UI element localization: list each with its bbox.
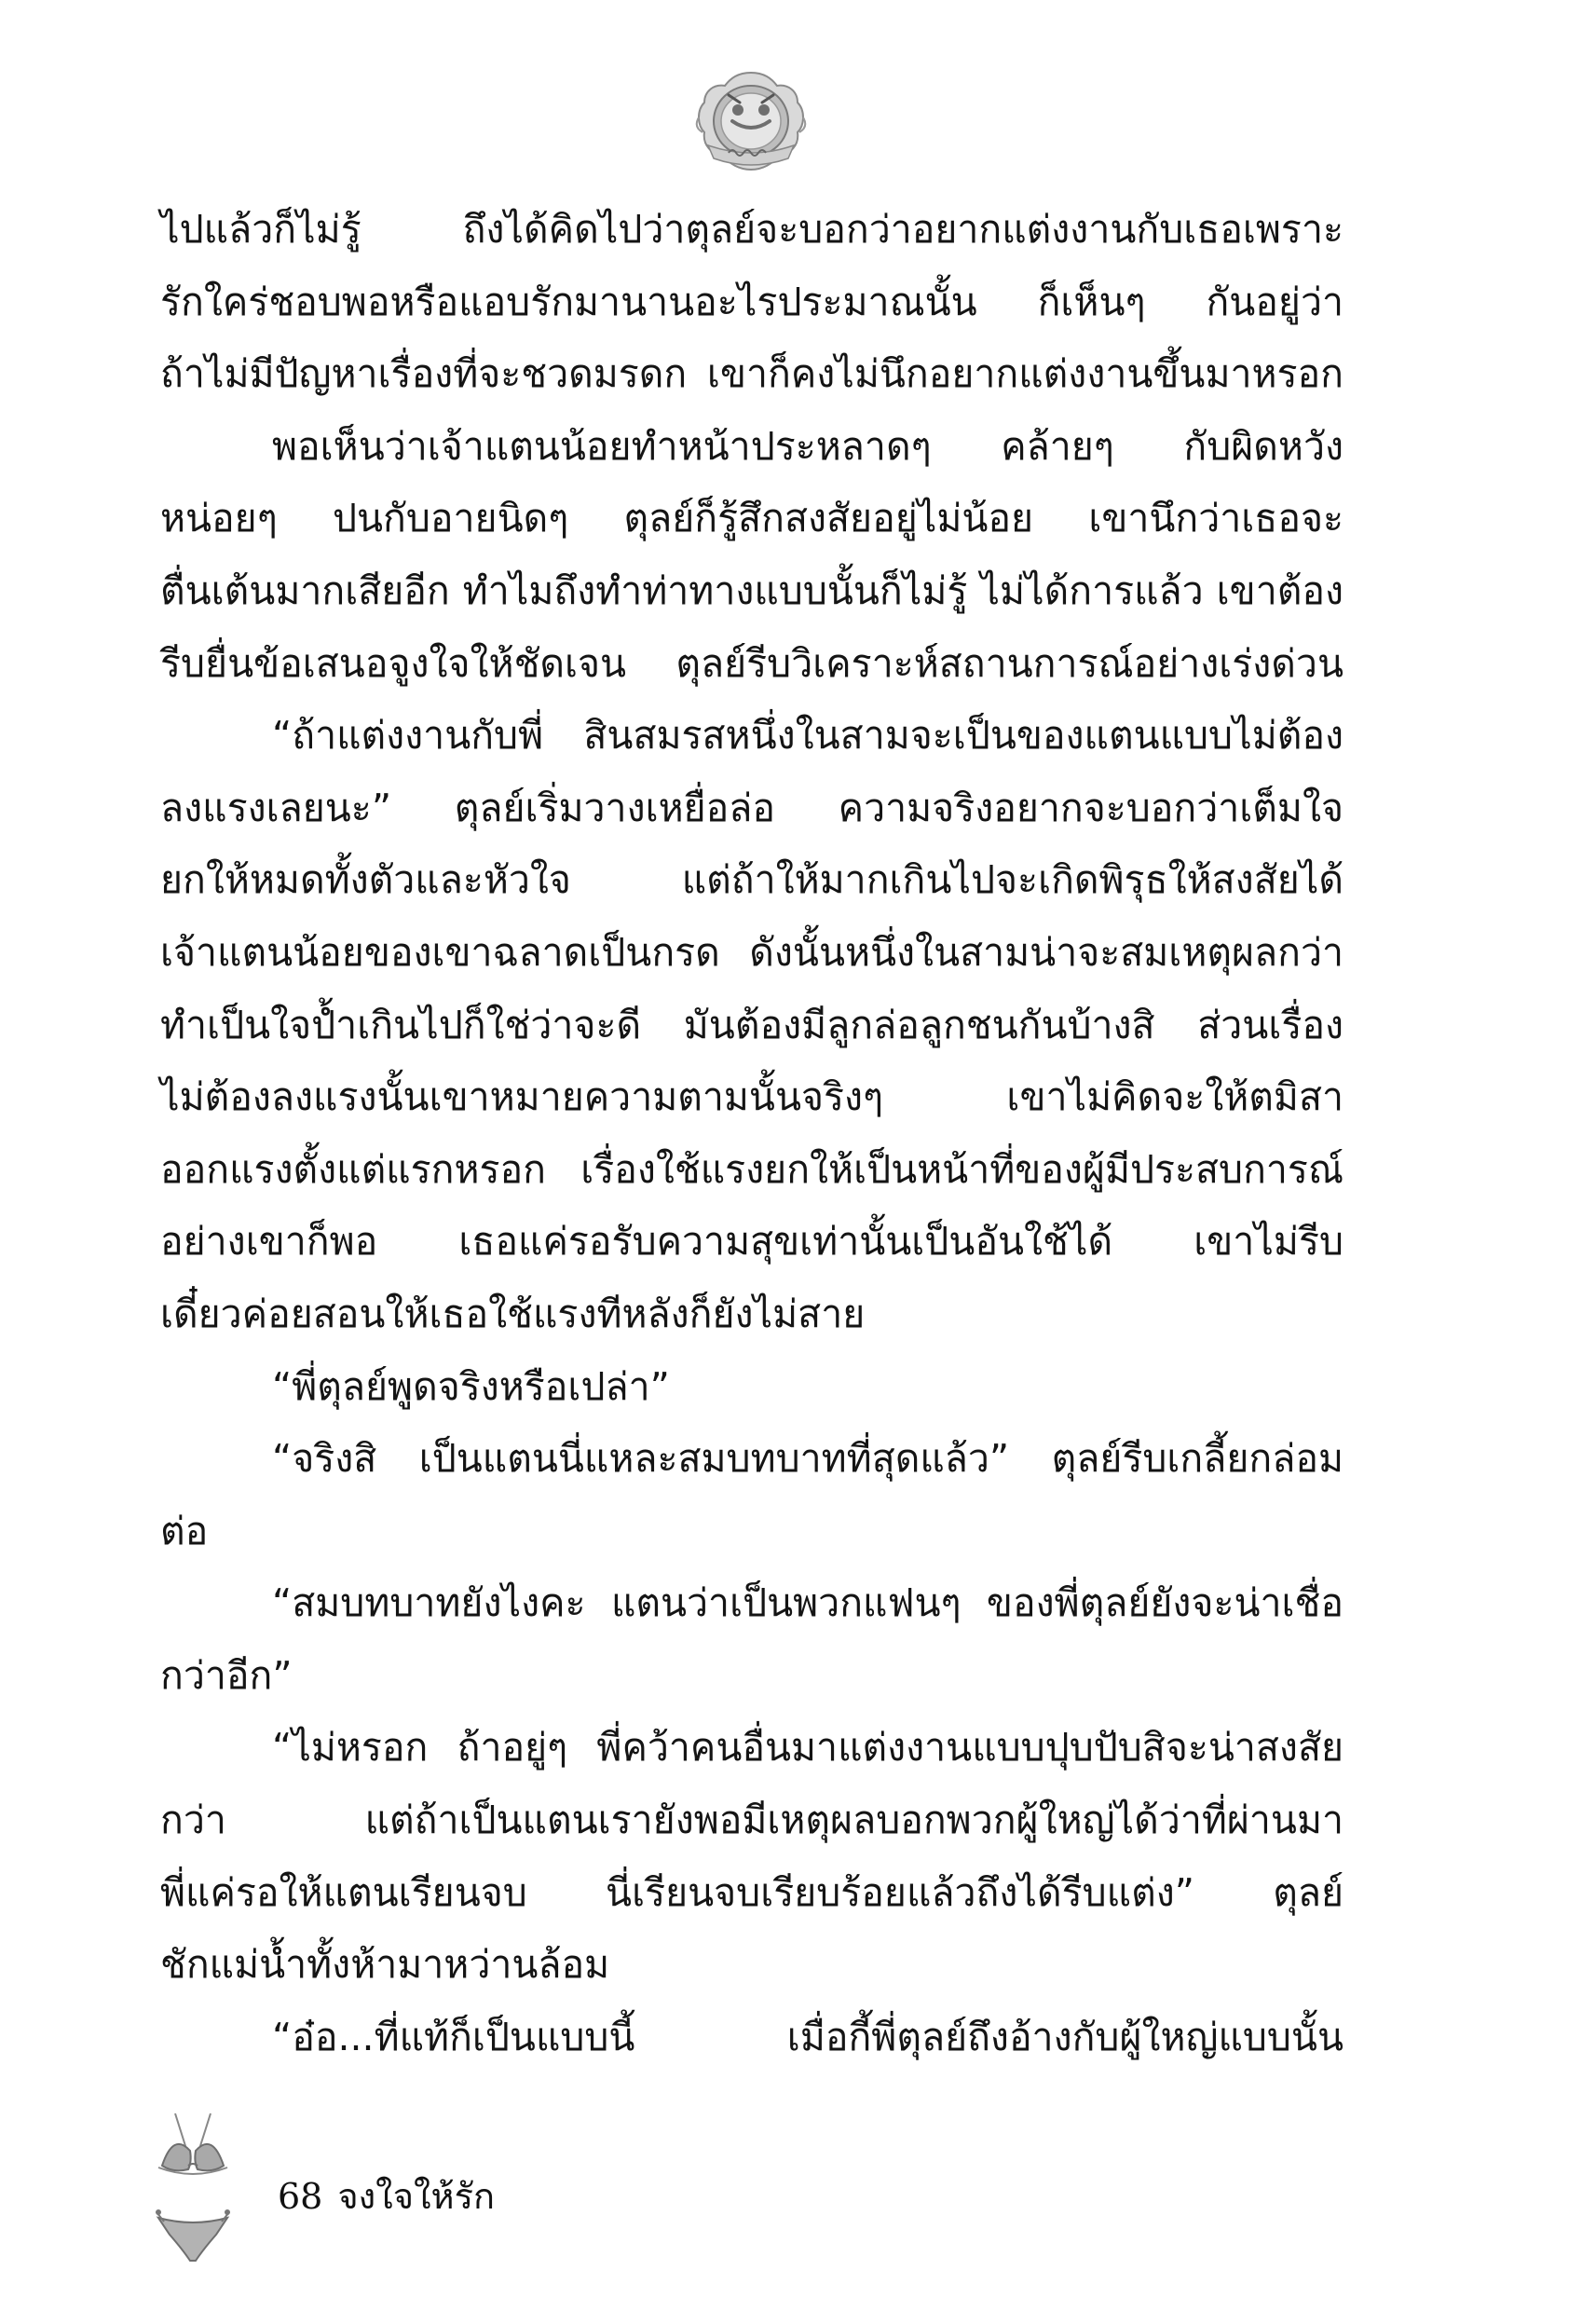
text-line: ไม่ต้องลงแรงนั้นเขาหมายความตามนั้นจริงๆ เขาไม่คิดจะให้ตมิสา: [160, 1074, 1344, 1120]
body-text: [160, 194, 1344, 2073]
text-line: ยกให้หมดทั้งตัวและหัวใจ แต่ถ้าให้มากเกินไปจะเกิดพิรุธให้สงสัยได้: [160, 857, 1344, 903]
text-line: ตื่นเต้นมากเสียอีก ทำไมถึงทำท่าทางแบบนั้นก็ไม่รู้ ไม่ได้การแล้ว เขาต้อง: [160, 567, 1344, 613]
text-line: อย่างเขาก็พอ เธอแค่รอรับความสุขเท่านั้นเป็นอันใช้ได้ เขาไม่รีบ: [160, 1219, 1344, 1265]
text-line: รักใคร่ชอบพอหรือแอบรักมานานอะไรประมาณนั้น ก็เห็นๆ กันอยู่ว่า: [160, 279, 1344, 324]
text-line: ไปแล้วก็ไม่รู้ ถึงได้คิดไปว่าตุลย์จะบอกว่าอยากแต่งงานกับเธอเพราะ: [160, 207, 1344, 252]
text-line: “พี่ตุลย์พูดจริงหรือเปล่า”: [272, 1363, 670, 1409]
text-line: “จริงสิ เป็นแตนนี่แหละสมบทบาทที่สุดแล้ว” ตุลย์รีบเกลี้ยกล่อม: [272, 1436, 1344, 1482]
bikini-icon: [155, 2108, 231, 2266]
text-line: ถ้าไม่มีปัญหาเรื่องที่จะชวดมรดก เขาก็คงไม่นึกอยากแต่งงานขึ้นมาหรอก: [160, 351, 1344, 397]
text-line: รีบยื่นข้อเสนอจูงใจให้ชัดเจน ตุลย์รีบวิเคราะห์สถานการณ์อย่างเร่งด่วน: [160, 640, 1344, 686]
book-title: จงใจให้รัก: [337, 2176, 496, 2217]
page-footer: [278, 2173, 495, 2220]
text-line: ออกแรงตั้งแต่แรกหรอก เรื่องใช้แรงยกให้เป็นหน้าที่ของผู้มีประสบการณ์: [160, 1146, 1344, 1192]
text-line: พอเห็นว่าเจ้าแตนน้อยทำหน้าประหลาดๆ คล้ายๆ กับผิดหวัง: [272, 423, 1344, 469]
text-line: หน่อยๆ ปนกับอายนิดๆ ตุลย์ก็รู้สึกสงสัยอยู่ไม่น้อย เขานึกว่าเธอจะ: [160, 496, 1344, 541]
text-line: ลงแรงเลยนะ” ตุลย์เริ่มวางเหยื่อล่อ ความจริงอยากจะบอกว่าเต็มใจ: [160, 785, 1344, 830]
page-number: 68: [278, 2176, 323, 2217]
text-line: “ถ้าแต่งงานกับพี่ สินสมรสหนึ่งในสามจะเป็นของแตนแบบไม่ต้อง: [272, 713, 1344, 759]
text-line: เจ้าแตนน้อยของเขาฉลาดเป็นกรด ดังนั้นหนึ่งในสามน่าจะสมเหตุผลกว่า: [160, 929, 1344, 975]
ornate-crest-icon: [691, 67, 811, 177]
text-line: “ไม่หรอก ถ้าอยู่ๆ พี่คว้าคนอื่นมาแต่งงานแบบปุบปับสิจะน่าสงสัย: [272, 1725, 1344, 1771]
text-line: กว่า แต่ถ้าเป็นแตนเรายังพอมีเหตุผลบอกพวกผู้ใหญ่ได้ว่าที่ผ่านมา: [160, 1798, 1344, 1843]
text-line: “สมบทบาทยังไงคะ แตนว่าเป็นพวกแฟนๆ ของพี่ตุลย์ยังจะน่าเชื่อ: [272, 1580, 1344, 1626]
text-line: เดี๋ยวค่อยสอนให้เธอใช้แรงทีหลังก็ยังไม่สาย: [160, 1291, 866, 1336]
text-line: ต่อ: [160, 1508, 209, 1553]
text-line: ชักแม่น้ำทั้งห้ามาหว่านล้อม: [160, 1942, 610, 1988]
text-line: กว่าอีก”: [160, 1652, 293, 1698]
text-line: ทำเป็นใจป้ำเกินไปก็ใช่ว่าจะดี มันต้องมีลูกล่อลูกชนกันบ้างสิ ส่วนเรื่อง: [160, 1002, 1344, 1047]
text-line: พี่แค่รอให้แตนเรียนจบ นี่เรียนจบเรียบร้อยแล้วถึงได้รีบแต่ง” ตุลย์: [160, 1869, 1344, 1915]
text-line: “อ๋อ...ที่แท้ก็เป็นแบบนี้ เมื่อกี้พี่ตุลย์ถึงอ้างกับผู้ใหญ่แบบนั้น: [272, 2014, 1344, 2059]
